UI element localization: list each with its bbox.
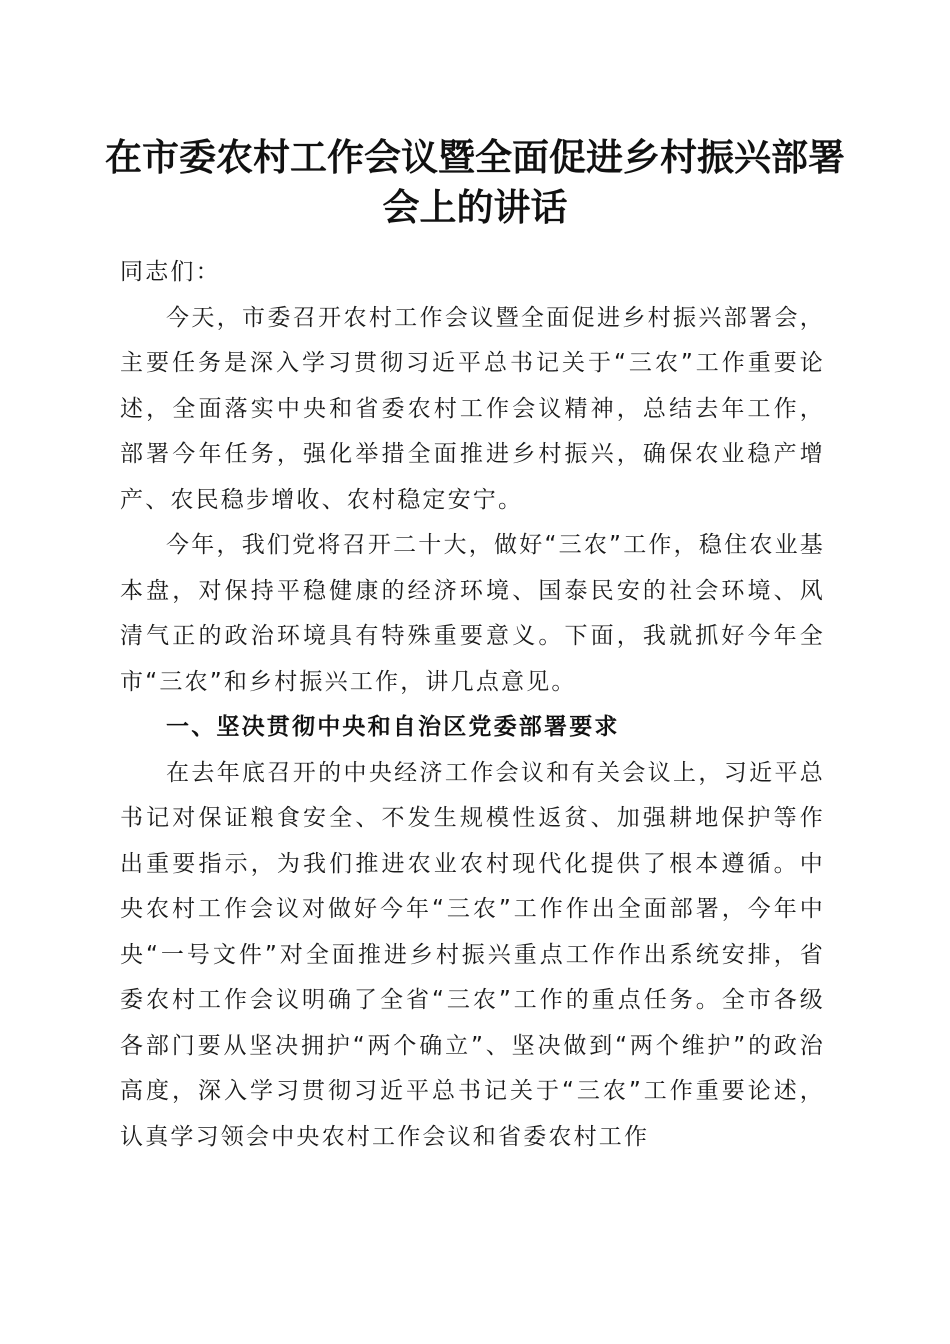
salutation: 同志们： <box>120 259 221 285</box>
title-line-1: 在市委农村工作会议暨全面促进乡村振兴部署 <box>105 135 845 179</box>
document-title <box>100 132 850 232</box>
paragraph-context: 今年，我们党将召开二十大，做好“三农”工作，稳住农业基本盘，对保持平稳健康的经济环境、国泰民安的社会环境、风清气正的政治环境具有特殊重要意义。下面，我就抓好今年全市“三农”和乡村振兴工作，讲几点意见。 <box>120 532 825 695</box>
section-paragraph: 在去年底召开的中央经济工作会议和有关会议上，习近平总书记对保证粮食安全、不发生规模性返贫、加强耕地保护等作出重要指示，为我们推进农业农村现代化提供了根本遵循。中央农村工作会议对做好今年“三农”工作作出全面部署，今年中央“一号文件”对全面推进乡村振兴重点工作作出系统安排，省委农村工作会议明确了全省“三农”工作的重点任务。全市各级各部门要从坚决拥护“两个确立”、坚决做到“两个维护”的政治高度，深入学习贯彻习近平总书记关于“三农”工作重要论述，认真学习领会中央农村工作会议和省委农村工作 <box>120 759 825 1150</box>
section-heading: 一、坚决贯彻中央和自治区党委部署要求 <box>166 714 620 740</box>
document-body <box>120 250 825 1160</box>
paragraph-intro: 今天，市委召开农村工作会议暨全面促进乡村振兴部署会，主要任务是深入学习贯彻习近平总书记关于“三农”工作重要论述，全面落实中央和省委农村工作会议精神，总结去年工作，部署今年任务，强化举措全面推进乡村振兴，确保农业稳产增产、农民稳步增收、农村稳定安宁。 <box>120 304 825 513</box>
title-line-2: 会上的讲话 <box>382 185 568 229</box>
